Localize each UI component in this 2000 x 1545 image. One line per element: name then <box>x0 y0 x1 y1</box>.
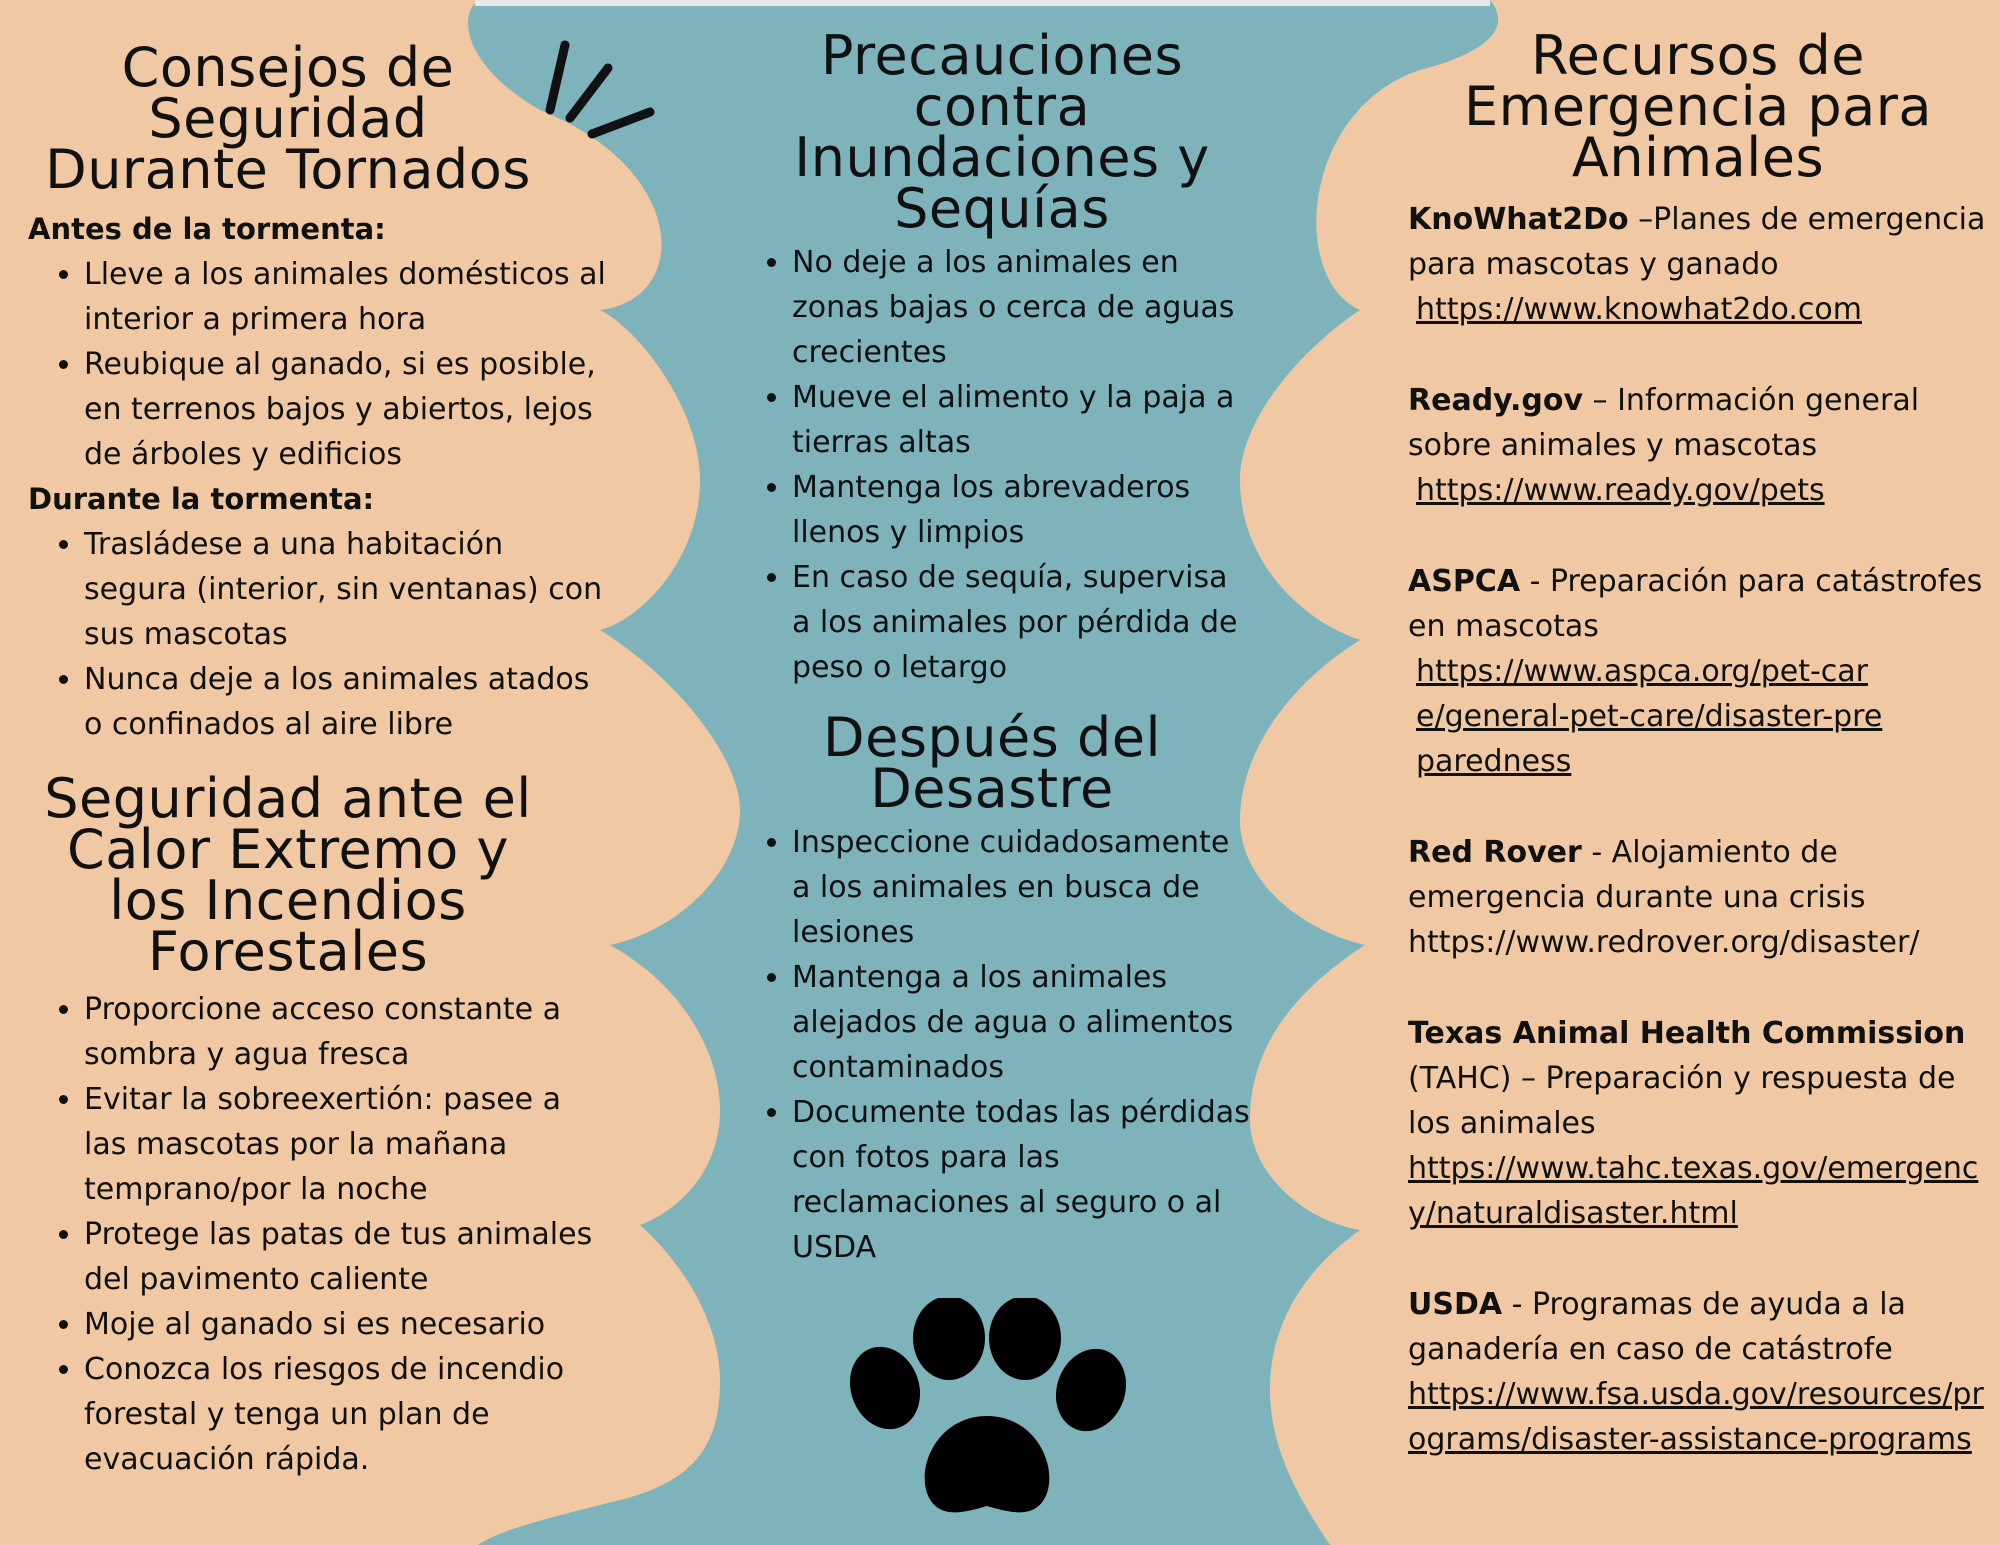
aspca-link[interactable]: https://www.aspca.org/pet-care/general-pet-care/disaster-preparedness <box>1416 654 1883 779</box>
list-item: • No deje a los animales en zonas bajas o cerca de aguas crecientes <box>792 240 1252 375</box>
flood-drought-list <box>752 240 1252 690</box>
resource-name: Texas Animal Health Commission <box>1408 1016 1966 1051</box>
middle-column <box>752 24 1252 1270</box>
top-strip <box>475 0 1490 6</box>
ready-gov-link[interactable]: https://www.ready.gov/pets <box>1416 473 1825 508</box>
after-disaster-title: Después del Desastre <box>823 706 1161 820</box>
list-item: • Moje al ganado si es necesario <box>84 1302 608 1347</box>
resource-name: USDA <box>1408 1287 1503 1322</box>
during-storm-heading: Durante la tormenta: <box>28 482 375 516</box>
list-item: • Proporcione acceso constante a sombra y agua fresca <box>84 987 608 1077</box>
list-item: • Reubique al ganado, si es posible, en terrenos bajos y abiertos, lejos de árboles y edificios <box>84 342 608 477</box>
after-disaster-list <box>752 820 1252 1270</box>
resource-desc: - Programas de ayuda a la ganadería en caso de catástrofe <box>1408 1287 1906 1367</box>
resource-desc: - Preparación para catástrofes en mascotas <box>1408 564 1983 644</box>
tornado-title: Consejos de Seguridad Durante Tornados <box>45 36 531 201</box>
list-item: • Protege las patas de tus animales del pavimento caliente <box>84 1212 608 1302</box>
before-storm-list <box>28 252 608 477</box>
list-item: • Documente todas las pérdidas con fotos para las reclamaciones al seguro o al USDA <box>792 1090 1252 1270</box>
resource-desc: – Información general sobre animales y mascotas <box>1408 383 1920 463</box>
resource-name: ASPCA <box>1408 564 1521 599</box>
resource-red-rover <box>1408 830 1988 965</box>
resource-usda <box>1408 1282 1988 1462</box>
during-storm-list <box>28 522 608 747</box>
resource-tahc <box>1408 1011 1988 1236</box>
resource-desc: –Planes de emergencia para mascotas y ganado <box>1408 202 1986 282</box>
list-item: • Mueve el alimento y la paja a tierras altas <box>792 375 1252 465</box>
list-item: • Mantenga a los animales alejados de agua o alimentos contaminados <box>792 955 1252 1090</box>
knowhat2do-link[interactable]: https://www.knowhat2do.com <box>1416 292 1862 327</box>
resource-knowhat2do <box>1408 197 1988 332</box>
left-column <box>28 36 608 1482</box>
tahc-link[interactable]: https://www.tahc.texas.gov/emergency/naturaldisaster.html <box>1408 1151 1979 1231</box>
list-item: • Conozca los riesgos de incendio forestal y tenga un plan de evacuación rápida. <box>84 1347 608 1482</box>
list-item: • En caso de sequía, supervisa a los animales por pérdida de peso o letargo <box>792 555 1252 690</box>
list-item: • Trasládese a una habitación segura (interior, sin ventanas) con sus mascotas <box>84 522 608 657</box>
heat-fire-list <box>28 987 608 1482</box>
flood-drought-title: Precauciones contra Inundaciones y Sequías <box>794 24 1210 240</box>
list-item: • Nunca deje a los animales atados o confinados al aire libre <box>84 657 608 747</box>
list-item: • Evitar la sobreexertión: pasee a las mascotas por la mañana temprano/por la noche <box>84 1077 608 1212</box>
right-column <box>1408 24 1988 1508</box>
list-item: • Lleve a los animales domésticos al interior a primera hora <box>84 252 608 342</box>
resource-desc: - Alojamiento de emergencia durante una crisis <box>1408 835 1866 915</box>
heat-fire-title: Seguridad ante el Calor Extremo y los Incendios Forestales <box>44 767 532 983</box>
red-rover-link[interactable]: https://www.redrover.org/disaster/ <box>1408 925 1920 960</box>
resource-name: Ready.gov <box>1408 383 1584 418</box>
resource-ready-gov <box>1408 378 1988 513</box>
resources-title: Recursos de Emergencia para Animales <box>1463 24 1933 189</box>
resource-name: KnoWhat2Do <box>1408 202 1629 237</box>
paw-print-icon <box>845 1298 1135 1523</box>
before-storm-heading: Antes de la tormenta: <box>28 212 386 246</box>
list-item: • Inspeccione cuidadosamente a los animales en busca de lesiones <box>792 820 1252 955</box>
resource-aspca <box>1408 559 1988 784</box>
resource-desc: (TAHC) – Preparación y respuesta de los animales <box>1408 1061 1956 1141</box>
resource-name: Red Rover <box>1408 835 1582 870</box>
list-item: • Mantenga los abrevaderos llenos y limpios <box>792 465 1252 555</box>
usda-link[interactable]: https://www.fsa.usda.gov/resources/programs/disaster-assistance-programs <box>1408 1377 1984 1457</box>
